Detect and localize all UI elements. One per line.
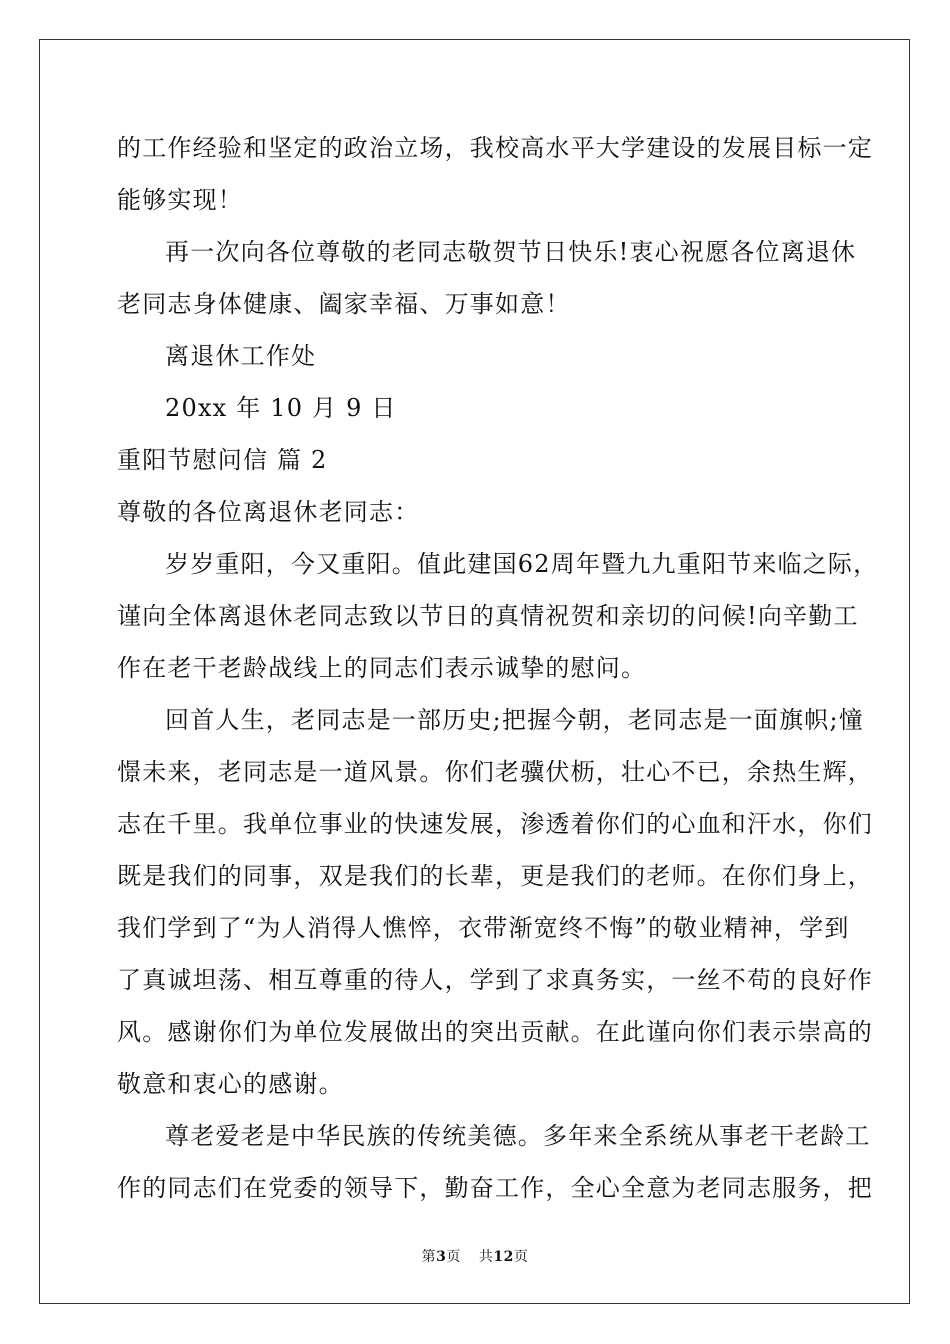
total-unit: 页 (513, 1249, 529, 1265)
text-line: 再一次向各位尊敬的老同志敬贺节日快乐!衷心祝愿各位离退休 (165, 238, 857, 266)
text-line: 谨向全体离退休老同志致以节日的真情祝贺和亲切的问候!向辛勤工 (117, 602, 859, 630)
text-line: 敬意和衷心的感谢。 (117, 1070, 344, 1098)
paragraph-1 (117, 538, 879, 694)
signature-org: 离退休工作处 (165, 342, 317, 370)
text-line: 憬未来，老同志是一道风景。你们老骥伏枥，壮心不已，余热生辉， (117, 758, 873, 786)
text-line: 作的同志们在党委的领导下，勤奋工作，全心全意为老同志服务，把 (117, 1174, 873, 1202)
text-line: 能够实现！ (117, 186, 243, 214)
text-line: 尊老爱老是中华民族的传统美德。多年来全系统从事老干老龄工 (165, 1122, 871, 1150)
total-prefix: 共 (478, 1249, 494, 1265)
signature-date: 20xx 年 10 月 9 日 (165, 394, 397, 422)
text-line: 作在老干老龄战线上的同志们表示诚挚的慰问。 (117, 654, 647, 682)
text-line: 岁岁重阳，今又重阳。值此建国62周年暨九九重阳节来临之际， (165, 550, 879, 578)
text-line: 我们学到了“为人消得人憔悴，衣带渐宽终不悔”的敬业精神，学到 (117, 914, 850, 942)
text-line: 了真诚坦荡、相互尊重的待人，学到了求真务实，一丝不苟的良好作 (117, 966, 873, 994)
text-line: 志在千里。我单位事业的快速发展，渗透着你们的心血和汗水，你们 (117, 810, 873, 838)
text-line: 既是我们的同事，双是我们的长辈，更是我们的老师。在你们身上， (117, 862, 873, 890)
text-line: 风。感谢你们为单位发展做出的突出贡献。在此谨向你们表示崇高的 (117, 1018, 873, 1046)
paragraph-3 (117, 1110, 873, 1214)
paragraph-wish (117, 226, 857, 330)
page-footer (0, 1246, 950, 1266)
text-line: 回首人生，老同志是一部历史;把握今朝，老同志是一面旗帜;憧 (165, 706, 864, 734)
page-unit: 页 (446, 1249, 461, 1265)
section-title: 重阳节慰问信 篇 2 (117, 446, 328, 474)
text-line: 的工作经验和坚定的政治立场，我校高水平大学建设的发展目标一定 (117, 134, 873, 162)
text-line: 老同志身体健康、阖家幸福、万事如意！ (117, 290, 571, 318)
page-current: 3 (436, 1249, 447, 1265)
page-prefix: 第 (421, 1249, 437, 1265)
document-body (117, 122, 879, 1214)
page-total: 12 (493, 1249, 514, 1265)
paragraph-continuation (117, 122, 873, 226)
paragraph-2 (117, 694, 873, 1110)
salutation: 尊敬的各位离退休老同志： (117, 498, 420, 526)
